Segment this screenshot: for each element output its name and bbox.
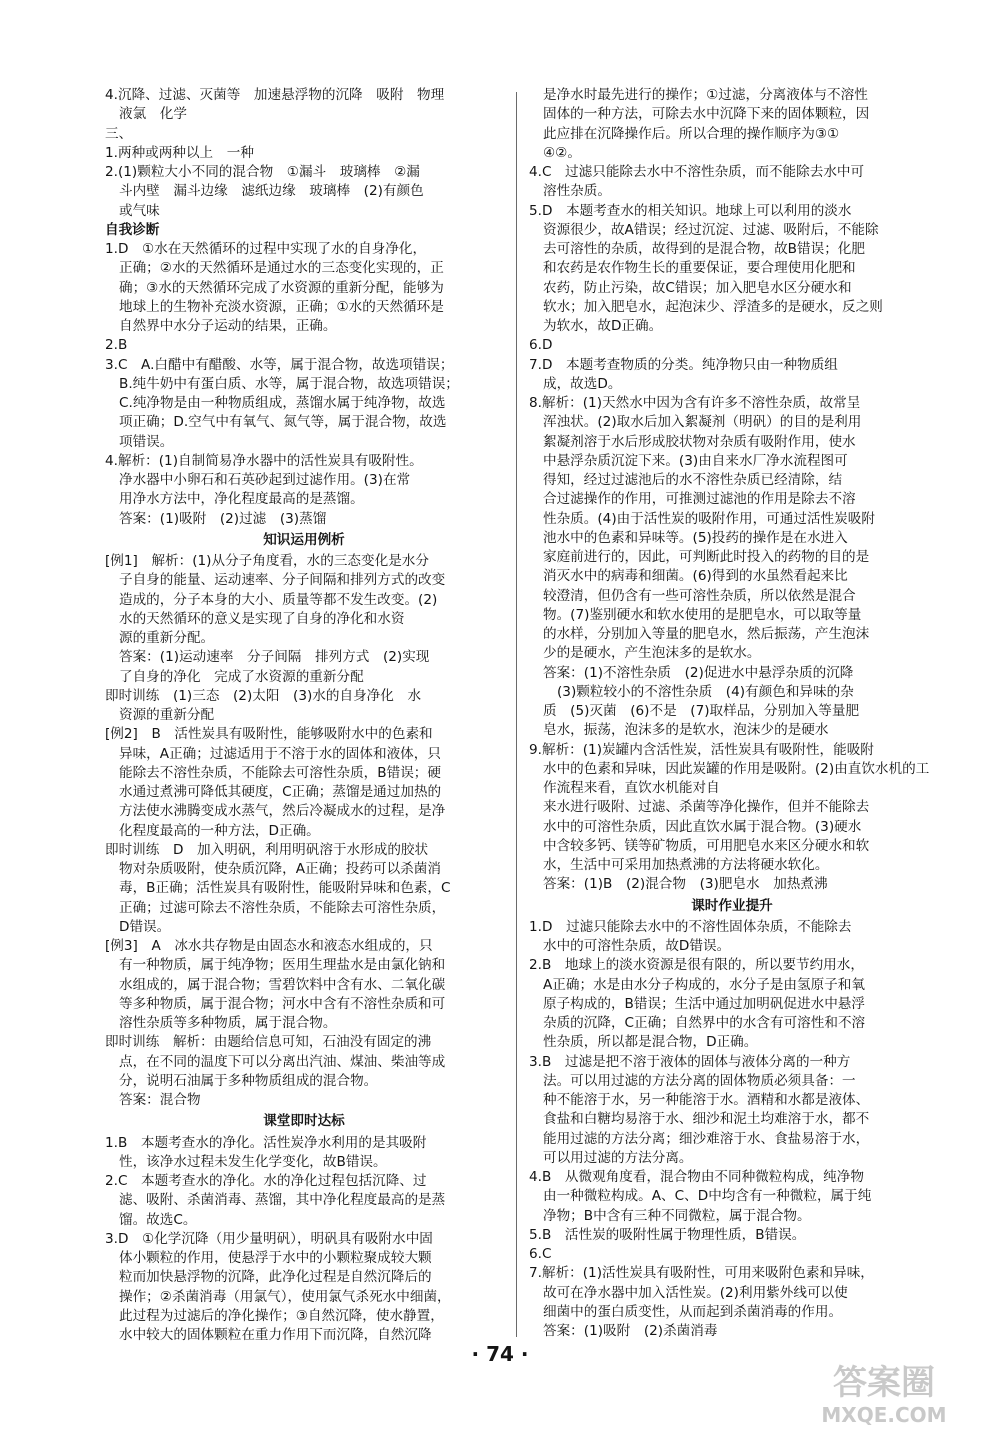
text-line: 6.C — [529, 1246, 552, 1262]
text-line: 细菌中的蛋白质变性，从而起到杀菌消毒的作用。 — [543, 1303, 843, 1320]
text-line: 农药，防止污染，故C错误；加入肥皂水区分硬水和 — [543, 279, 852, 296]
text-line: 水中较大的固体颗粒在重力作用下而沉降，自然沉降 — [119, 1327, 432, 1343]
text-line: 食盐和白糖均易溶于水、细沙和泥土均难溶于水，都不 — [543, 1111, 870, 1128]
text-line: 由一种微粒构成。A、C、D中均含有一种微粒，属于纯 — [543, 1188, 872, 1205]
text-line: A正确；水是由水分子构成的，水分子是由氢原子和氧 — [543, 976, 865, 993]
text-line: 水，生活中可采用加热煮沸的方法将硬水软化。 — [543, 857, 829, 873]
text-line: 资源的重新分配 — [119, 707, 215, 723]
text-line: 物对杂质吸附，使杂质沉降，A正确；投药可以杀菌消 — [119, 861, 441, 877]
text-line: 1.B 本题考查水的净化。活性炭净水利用的是其吸附 — [105, 1134, 427, 1151]
text-line: 皂水，振荡，泡沫多的是软水，泡沫少的是硬水 — [543, 722, 829, 739]
watermark-logo — [784, 1358, 984, 1430]
text-line: 4.解析：(1)自制简易净水器中的活性炭具有吸附性。 — [105, 452, 423, 469]
text-line: 6.D — [529, 337, 553, 354]
text-line: 少的是硬水，产生泡沫多的是软水。 — [543, 645, 761, 662]
text-line: 答案：(1)B (2)混合物 (3)肥皂水 加热煮沸 — [543, 876, 828, 893]
text-line: 5.B 活性炭的吸附性属于物理性质，B错误。 — [529, 1226, 806, 1243]
text-line: 粒而加快悬浮物的沉降，此净化过程是自然沉降后的 — [119, 1269, 432, 1286]
text-line: 资源很少，故A错误；经过沉淀、过滤、吸附后，不能除 — [543, 221, 879, 238]
text-line: 斗内壁 漏斗边缘 滤纸边缘 玻璃棒 (2)有颜色 — [119, 183, 424, 200]
text-line: 7.D 本题考查物质的分类。纯净物只由一种物质组 — [529, 356, 838, 373]
watermark-text: 答案圈 — [833, 1363, 935, 1403]
right-column — [529, 86, 935, 1341]
text-line: 来水进行吸附、过滤、杀菌等净化操作，但并不能除去 — [543, 799, 870, 816]
text-line: 滤、吸附、杀菌消毒、蒸馏，其中净化程度最高的是蒸 — [119, 1192, 446, 1209]
text-line: 家庭前进行的，因此，可判断此时投入的药物的目的是 — [543, 549, 870, 565]
text-line: 净物；B中含有三种不同微粒，属于混合物。 — [543, 1207, 811, 1224]
text-line: 得知，经过过滤池后的水不溶性杂质已经清除，结 — [543, 472, 843, 488]
text-line: (3)颗粒较小的不溶性杂质 (4)有颜色和异味的杂 — [557, 683, 854, 700]
text-line: 馏。故选C。 — [119, 1211, 197, 1228]
text-line: 合过滤操作的作用，可推测过滤池的作用是除去不溶 — [543, 491, 856, 508]
text-line: 是净水时最先进行的操作；①过滤，分离液体与不溶性 — [543, 87, 868, 103]
section-title: 课时作业提升 — [691, 897, 773, 914]
text-line: 中含较多钙、镁等矿物质，可用肥皂水来区分硬水和软 — [543, 837, 870, 854]
text-line: 答案：(1)吸附 (2)杀菌消毒 — [543, 1323, 718, 1339]
text-line: [例1] 解析：(1)从分子角度看，水的三态变化是水分 — [105, 553, 429, 569]
text-line: 此过程为过滤后的净化操作；③自然沉降，使水静置， — [119, 1307, 444, 1324]
text-line: 等多种物质，属于混合物；河水中含有不溶性杂质和可 — [119, 995, 446, 1012]
text-line: 用净水方法中，净化程度最高的是蒸馏。 — [119, 491, 364, 508]
section-heading: 自我诊断 — [105, 221, 160, 238]
text-line: 分，说明石油属于多种物质组成的混合物。 — [119, 1072, 378, 1089]
text-line: 水中的可溶性杂质，故D错误。 — [543, 938, 731, 954]
text-line: 点，在不同的温度下可以分离出汽油、煤油、柴油等成 — [119, 1053, 446, 1070]
text-line: [例2] B 活性炭具有吸附性，能够吸附水中的色素和 — [105, 726, 433, 743]
column-divider — [516, 92, 517, 1337]
text-line: 源的重新分配。 — [119, 630, 215, 646]
text-line: 1.D ①水在天然循环的过程中实现了水的自身净化， — [105, 241, 427, 257]
text-line: 水通过煮沸可降低其硬度，C正确；蒸馏是通过加热的 — [119, 784, 442, 800]
text-line: 2.B 地球上的淡水资源是很有限的，所以要节约用水， — [529, 957, 864, 974]
text-line: D错误。 — [119, 918, 171, 935]
text-line: 1.两种或两种以上 一种 — [105, 144, 254, 161]
text-line: 项错误。 — [119, 433, 174, 450]
text-line: 答案：(1)吸附 (2)过滤 (3)蒸馏 — [119, 510, 327, 527]
text-line: 性，该净水过程未发生化学变化，故B错误。 — [119, 1153, 387, 1170]
text-line: 的水样，分别加入等量的肥皂水，然后振荡，产生泡沫 — [543, 626, 870, 642]
text-line: 了自身的净化 完成了水资源的重新分配 — [119, 668, 364, 685]
text-line: 7.解析：(1)活性炭具有吸附性，可用来吸附色素和异味， — [529, 1265, 874, 1282]
text-line: 1.D 过滤只能除去水中的不溶性固体杂质，不能除去 — [529, 918, 852, 935]
left-column — [105, 86, 503, 1345]
text-line: 答案：混合物 — [119, 1092, 201, 1108]
text-line: ④②。 — [543, 144, 581, 161]
text-line: 5.D 本题考查水的相关知识。地球上可以利用的淡水 — [529, 202, 852, 219]
text-line: 2.B — [105, 337, 128, 354]
text-line: 正确；过滤可除去不溶性杂质，不能除去可溶性杂质， — [119, 899, 446, 916]
text-line: 去可溶性的杂质，故得到的是混合物，故B错误；化肥 — [543, 241, 865, 257]
text-line: 体小颗粒的作用，使悬浮于水中的小颗粒聚成较大颗 — [119, 1250, 432, 1266]
text-line: 浑浊状。(2)取水后加入絮凝剂（明矾）的目的是利用 — [543, 414, 862, 431]
text-line: 净水器中小卵石和石英砂起到过滤作用。(3)在常 — [119, 472, 411, 488]
text-line: 方法使水沸腾变成水蒸气，然后冷凝成水的过程，是净 — [119, 803, 446, 820]
text-line: 原子构成的，B错误；生活中通过加明矾促进水中悬浮 — [543, 995, 865, 1012]
text-line: 答案：(1)运动速率 分子间隔 排列方式 (2)实现 — [119, 649, 430, 666]
text-line: 4.B 从微观角度看，混合物由不同种微粒构成，纯净物 — [529, 1169, 864, 1185]
text-line: 物。(7)鉴别硬水和软水使用的是肥皂水，可以取等量 — [543, 606, 862, 623]
text-line: 操作；②杀菌消毒（用氯气），使用氯气杀死水中细菌， — [119, 1288, 451, 1305]
text-line: 能除去不溶性杂质，不能除去可溶性杂质，B错误；硬 — [119, 764, 441, 781]
watermark-url: MXQE.COM — [821, 1403, 947, 1427]
text-line: 液氯 化学 — [119, 106, 187, 123]
text-line: 质 (5)灭菌 (6)不是 (7)取样品，分别加入等量肥 — [543, 703, 860, 719]
text-line: 8.解析：(1)天然水中因为含有许多不溶性杂质，故常呈 — [529, 395, 861, 411]
text-line: 法。可以用过滤的方法分离的固体物质必须具备：一 — [543, 1072, 856, 1089]
text-line: 即时训练 (1)三态 (2)太阳 (3)水的自身净化 水 — [105, 687, 422, 704]
text-line: 能用过滤的方法分离；细沙难溶于水、食盐易溶于水， — [543, 1130, 870, 1147]
section-title: 知识运用例析 — [263, 531, 345, 548]
text-line: 消灭水中的病毒和细菌。(6)得到的水虽然看起来比 — [543, 568, 848, 585]
text-line: 9.解析：(1)炭罐内含活性炭，活性炭具有吸附性，能吸附 — [529, 741, 874, 758]
text-line: 项正确；D.空气中有氧气、氮气等，属于混合物，故选 — [119, 414, 447, 431]
text-line: 化程度最高的一种方法，D正确。 — [119, 822, 320, 839]
text-line: 水的天然循环的意义是实现了自身的净化和水资 — [119, 610, 405, 627]
text-line: 有一种物质，属于纯净物；医用生理盐水是由氯化钠和 — [119, 957, 446, 974]
text-line: 4.C 过滤只能除去水中不溶性杂质，而不能除去水中可 — [529, 164, 865, 180]
text-line: 溶性杂质等多种物质，属于混合物。 — [119, 1015, 337, 1031]
text-line: 即时训练 解析：由题给信息可知，石油没有固定的沸 — [105, 1034, 432, 1051]
text-line: 毒，B正确；活性炭具有吸附性，能吸附异味和色素，C — [119, 880, 451, 897]
text-line: 固体的一种方法，可除去水中沉降下来的固体颗粒，因 — [543, 106, 870, 123]
text-line: 3.C A.白醋中有醋酸、水等，属于混合物，故选项错误； — [105, 356, 454, 373]
text-line: [例3] A 冰水共存物是由固态水和液态水组成的，只 — [105, 938, 433, 954]
text-line: 确；③水的天然循环完成了水资源的重新分配，能够为 — [119, 279, 444, 296]
text-line: 中悬浮杂质沉淀下来。(3)由自来水厂净水流程图可 — [543, 452, 848, 469]
text-line: 4.沉降、过滤、灭菌等 加速悬浮物的沉降 吸附 物理 — [105, 87, 445, 103]
text-line: 3.B 过滤是把不溶于液体的固体与液体分离的一种方 — [529, 1053, 851, 1070]
text-line: 水组成的，属于混合物；雪碧饮料中含有水、二氧化碳 — [119, 976, 446, 993]
text-line: 答案：(1)不溶性杂质 (2)促进水中悬浮杂质的沉降 — [543, 664, 854, 681]
text-line: 软水；加入肥皂水，起泡沫少、浮渣多的是硬水，反之则 — [543, 298, 883, 315]
text-line: 子自身的能量、运动速率、分子间隔和排列方式的改变 — [119, 572, 446, 589]
text-line: C.纯净物是由一种物质组成，蒸馏水属于纯净物，故选 — [119, 395, 446, 411]
text-line: 2.C 本题考查水的净化。水的净化过程包括沉降、过 — [105, 1173, 427, 1189]
text-line: 和农药是农作物生长的重要保证，要合理使用化肥和 — [543, 260, 856, 277]
text-line: 故可在净水器中加入活性炭。(2)利用紫外线可以使 — [543, 1284, 848, 1301]
text-line: 种不能溶于水，另一种能溶于水。酒精和水都是液体、 — [543, 1092, 870, 1108]
text-line: 可以用过滤的方法分离。 — [543, 1149, 693, 1166]
text-line: 或气味 — [119, 202, 160, 219]
text-line: 造成的，分子本身的大小、质量等都不发生改变。(2) — [119, 591, 438, 608]
text-line: B.纯牛奶中有蛋白质、水等，属于混合物，故选项错误； — [119, 375, 459, 392]
text-line: 即时训练 D 加入明矾，利用明矾溶于水形成的胶状 — [105, 841, 429, 858]
text-line: 自然界中水分子运动的结果，正确。 — [119, 318, 337, 334]
text-line: 2.(1)颗粒大小不同的混合物 ①漏斗 玻璃棒 ②漏 — [105, 164, 420, 180]
text-line: 水中的可溶性杂质，因此直饮水属于混合物。(3)硬水 — [543, 818, 862, 835]
text-line: 杂质的沉降，C正确；自然界中的水含有可溶性和不溶 — [543, 1015, 866, 1031]
text-line: 3.D ①化学沉降（用少量明矾），明矾具有吸附水中固 — [105, 1230, 433, 1247]
text-line: 为软水，故D正确。 — [543, 318, 663, 334]
text-line: 池水中的色素和异味等。(5)投药的操作是在水进入 — [543, 529, 848, 546]
text-line: 絮凝剂溶于水后形成胶状物对杂质有吸附作用，使水 — [543, 433, 856, 450]
text-line: 较澄清，但仍含有一些可溶性杂质，所以依然是混合 — [543, 587, 856, 604]
text-line: 成，故选D。 — [543, 375, 622, 392]
text-line: 溶性杂质。 — [543, 183, 611, 200]
text-line: 性杂质，所以都是混合物，D正确。 — [543, 1034, 758, 1051]
text-line: 性杂质。(4)由于活性炭的吸附作用，可通过活性炭吸附 — [543, 510, 875, 527]
text-line: 水中的色素和异味，因此炭罐的作用是吸附。(2)由直饮水机的工作流程来看，直饮水机能对自 — [543, 760, 930, 796]
text-line: 地球上的生物补充淡水资源，正确；①水的天然循环是 — [119, 298, 444, 315]
page-number: · 74 · — [471, 1342, 529, 1366]
text-line: 异味，A正确；过滤适用于不溶于水的固体和液体，只 — [119, 745, 441, 762]
text-line: 正确；②水的天然循环是通过水的三态变化实现的，正 — [119, 260, 444, 277]
text-line: 三、 — [105, 125, 133, 142]
section-title: 课堂即时达标 — [263, 1113, 345, 1130]
text-line: 此应排在沉降操作后。所以合理的操作顺序为③① — [543, 125, 840, 142]
